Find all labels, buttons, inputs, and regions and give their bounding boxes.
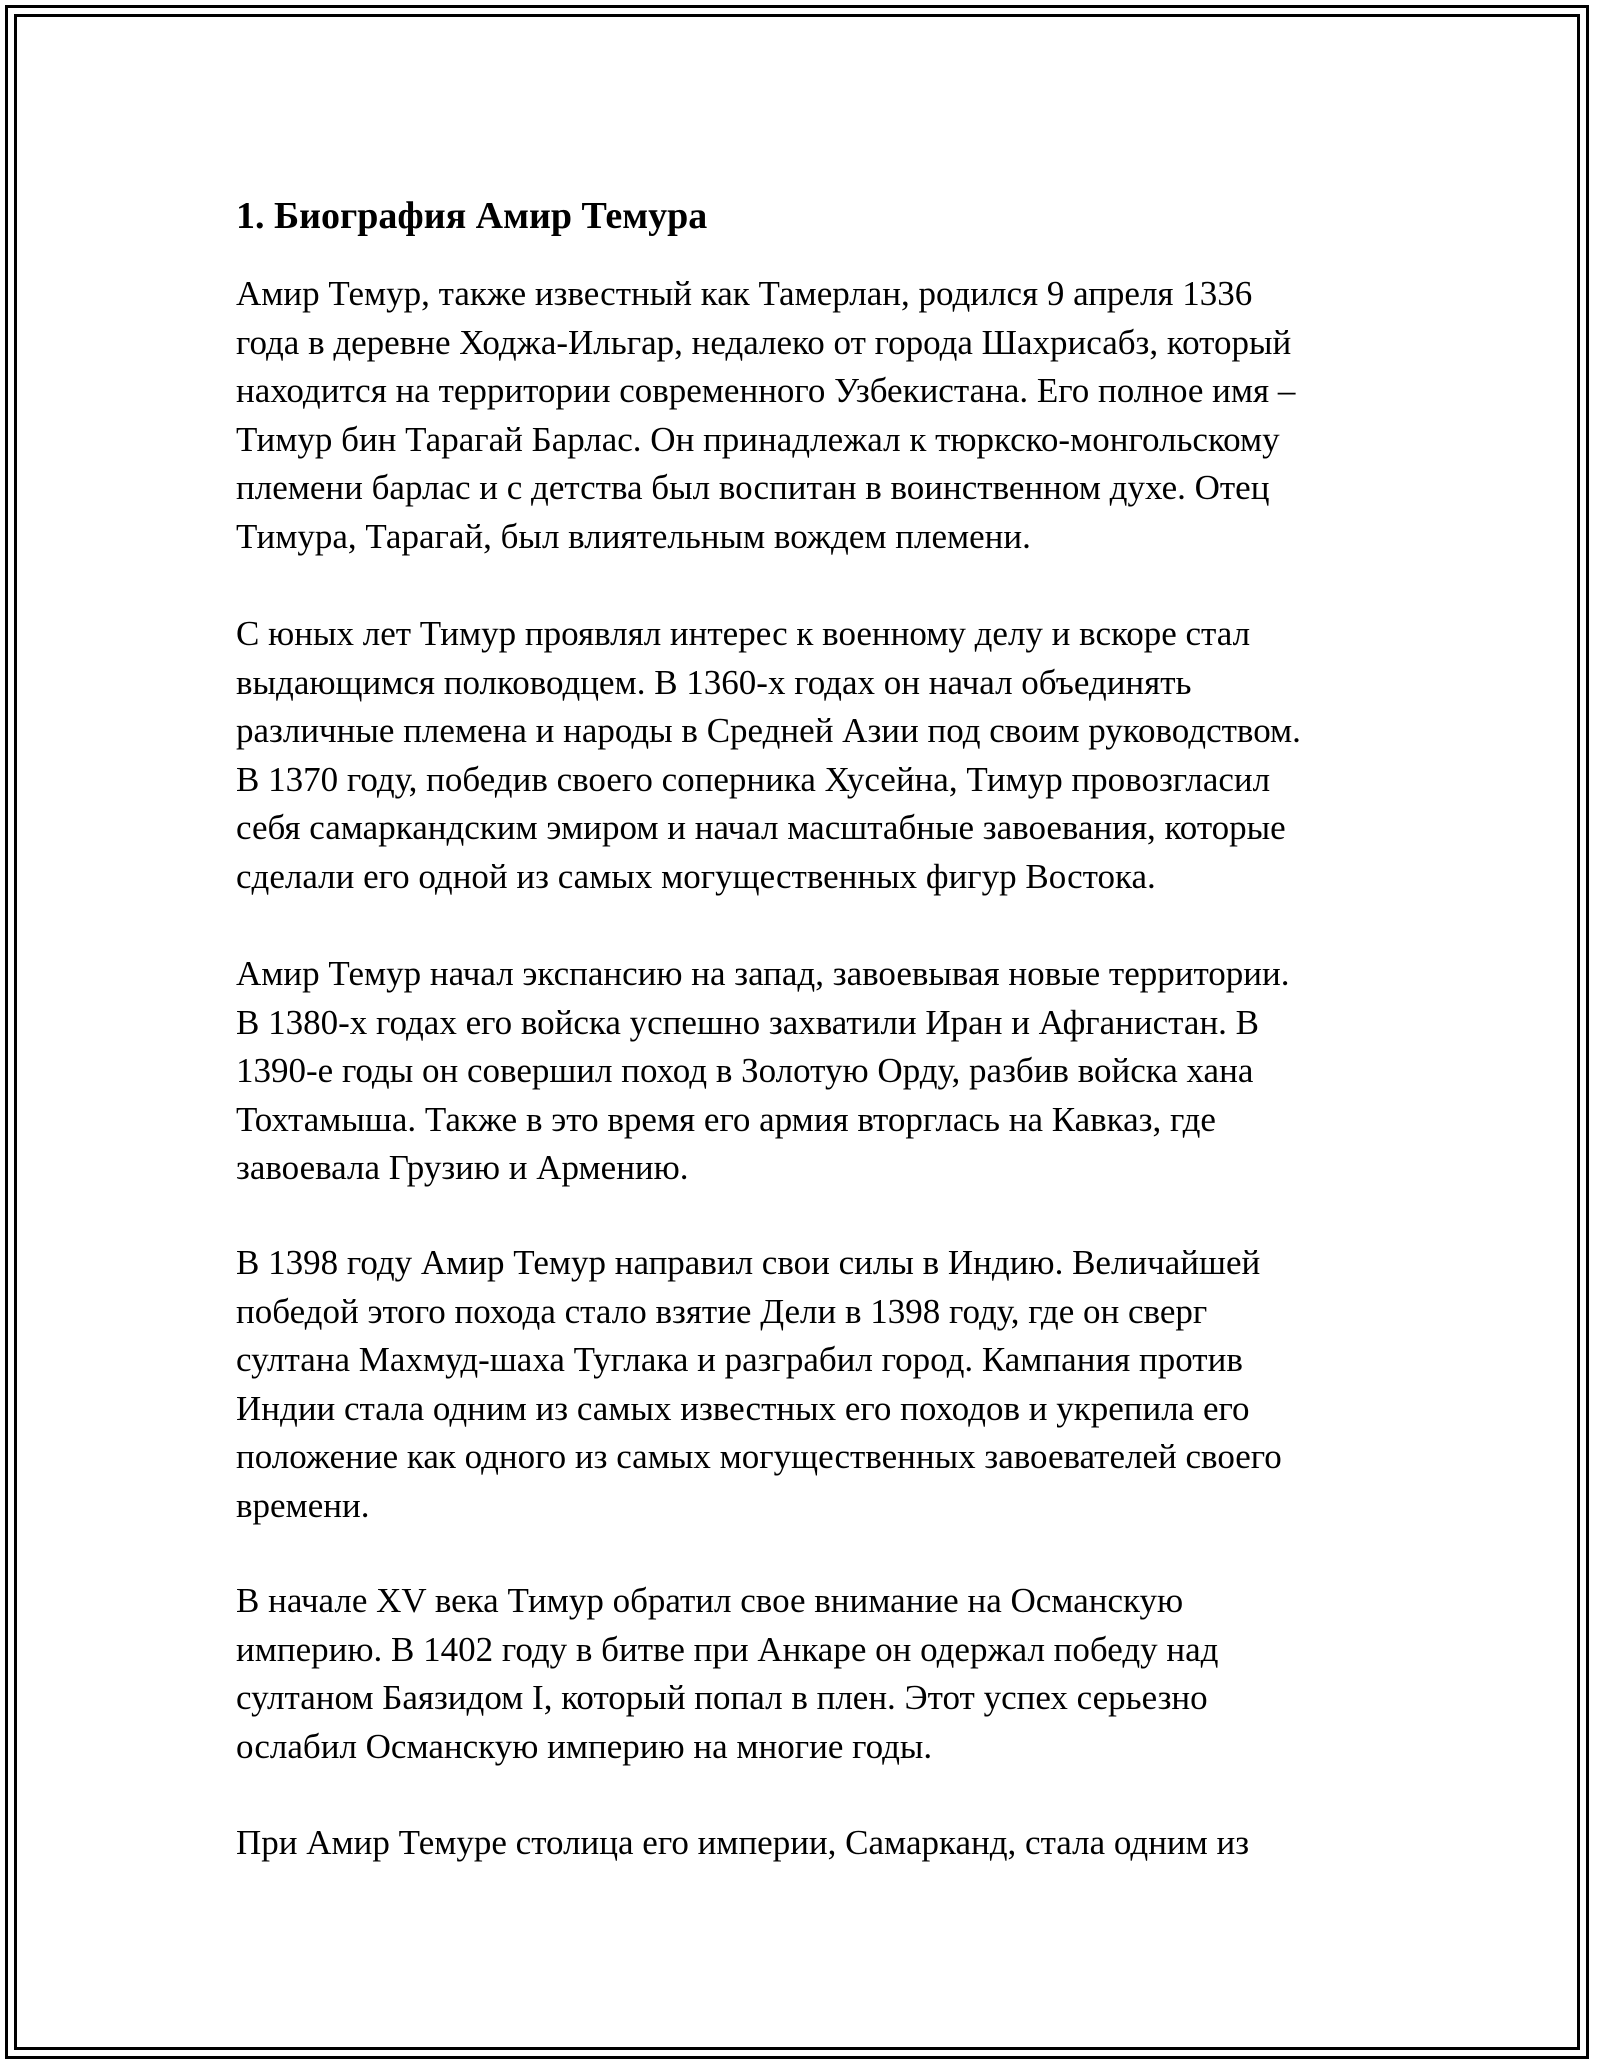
paragraph-line: В 1370 году, победив своего соперника Хусейна, Тимур провозгласил — [236, 759, 1271, 799]
paragraph-5 — [236, 1577, 1218, 1771]
paragraph-line: сделали его одной из самых могущественных фигур Востока. — [236, 856, 1156, 896]
paragraph-line: империю. В 1402 году в битве при Анкаре он одержал победу над — [236, 1629, 1219, 1669]
page-content — [236, 186, 1386, 1862]
paragraph-line: находится на территории современного Узбекистана. Его полное имя – — [236, 371, 1296, 410]
paragraph-line: Индии стала одним из самых известных его походов и укрепила его — [236, 1388, 1250, 1428]
paragraph-6 — [236, 1819, 1249, 1868]
paragraph-line: Тимур бин Тарагай Барлас. Он принадлежал к тюркско-монгольскому — [236, 419, 1280, 459]
paragraph-1 — [236, 270, 1295, 561]
paragraph-line: различные племена и народы в Средней Азии под своим руководством. — [236, 711, 1301, 750]
paragraph-line: выдающимся полководцем. В 1360-х годах он начал объединять — [236, 662, 1192, 702]
paragraph-line: В 1398 году Амир Темур направил свои силы в Индию. Величайшей — [236, 1243, 1261, 1282]
paragraph-line: При Амир Темуре столица его империи, Самарканд, стала одним из — [236, 1823, 1250, 1862]
paragraph-line: В начале XV века Тимур обратил свое внимание на Османскую — [236, 1581, 1184, 1620]
section-heading: 1. Биография Амир Темура — [236, 195, 708, 237]
paragraph-line: времени. — [236, 1485, 370, 1525]
paragraph-4 — [236, 1239, 1282, 1530]
paragraph-line: победой этого похода стало взятие Дели в 1398 году, где он сверг — [236, 1291, 1208, 1331]
paragraph-line: С юных лет Тимур проявлял интерес к военному делу и вскоре стал — [236, 614, 1251, 653]
paragraph-2 — [236, 610, 1301, 901]
paragraph-line: Амир Темур, также известный как Тамерлан, родился 9 апреля 1336 — [236, 274, 1253, 313]
paragraph-3 — [236, 950, 1290, 1193]
paragraph-line: В 1380-х годах его войска успешно захватили Иран и Афганистан. В — [236, 1002, 1260, 1042]
paragraph-line: завоевала Грузию и Армению. — [236, 1148, 689, 1187]
paragraph-line: Амир Темур начал экспансию на запад, завоевывая новые территории. — [236, 954, 1290, 993]
paragraph-line: султана Махмуд-шаха Туглака и разграбил город. Кампания против — [236, 1340, 1243, 1379]
paragraph-line: года в деревне Ходжа-Ильгар, недалеко от города Шахрисабз, который — [236, 322, 1292, 362]
paragraph-line: племени барлас и с детства был воспитан в воинственном духе. Отец — [236, 468, 1270, 507]
paragraph-line: 1390-е годы он совершил поход в Золотую Орду, разбив войска хана — [236, 1051, 1254, 1090]
paragraph-line: себя самаркандским эмиром и начал масштабные завоевания, которые — [236, 808, 1286, 847]
paragraph-line: ослабил Османскую империю на многие годы. — [236, 1726, 933, 1766]
paragraph-line: султаном Баязидом I, который попал в плен. Этот успех серьезно — [236, 1678, 1208, 1717]
paragraph-line: Тохтамыша. Также в это время его армия вторглась на Кавказ, где — [236, 1099, 1216, 1139]
paragraph-line: положение как одного из самых могущественных завоевателей своего — [236, 1437, 1282, 1476]
paragraph-line: Тимура, Тарагай, был влиятельным вождем племени. — [236, 516, 1031, 556]
